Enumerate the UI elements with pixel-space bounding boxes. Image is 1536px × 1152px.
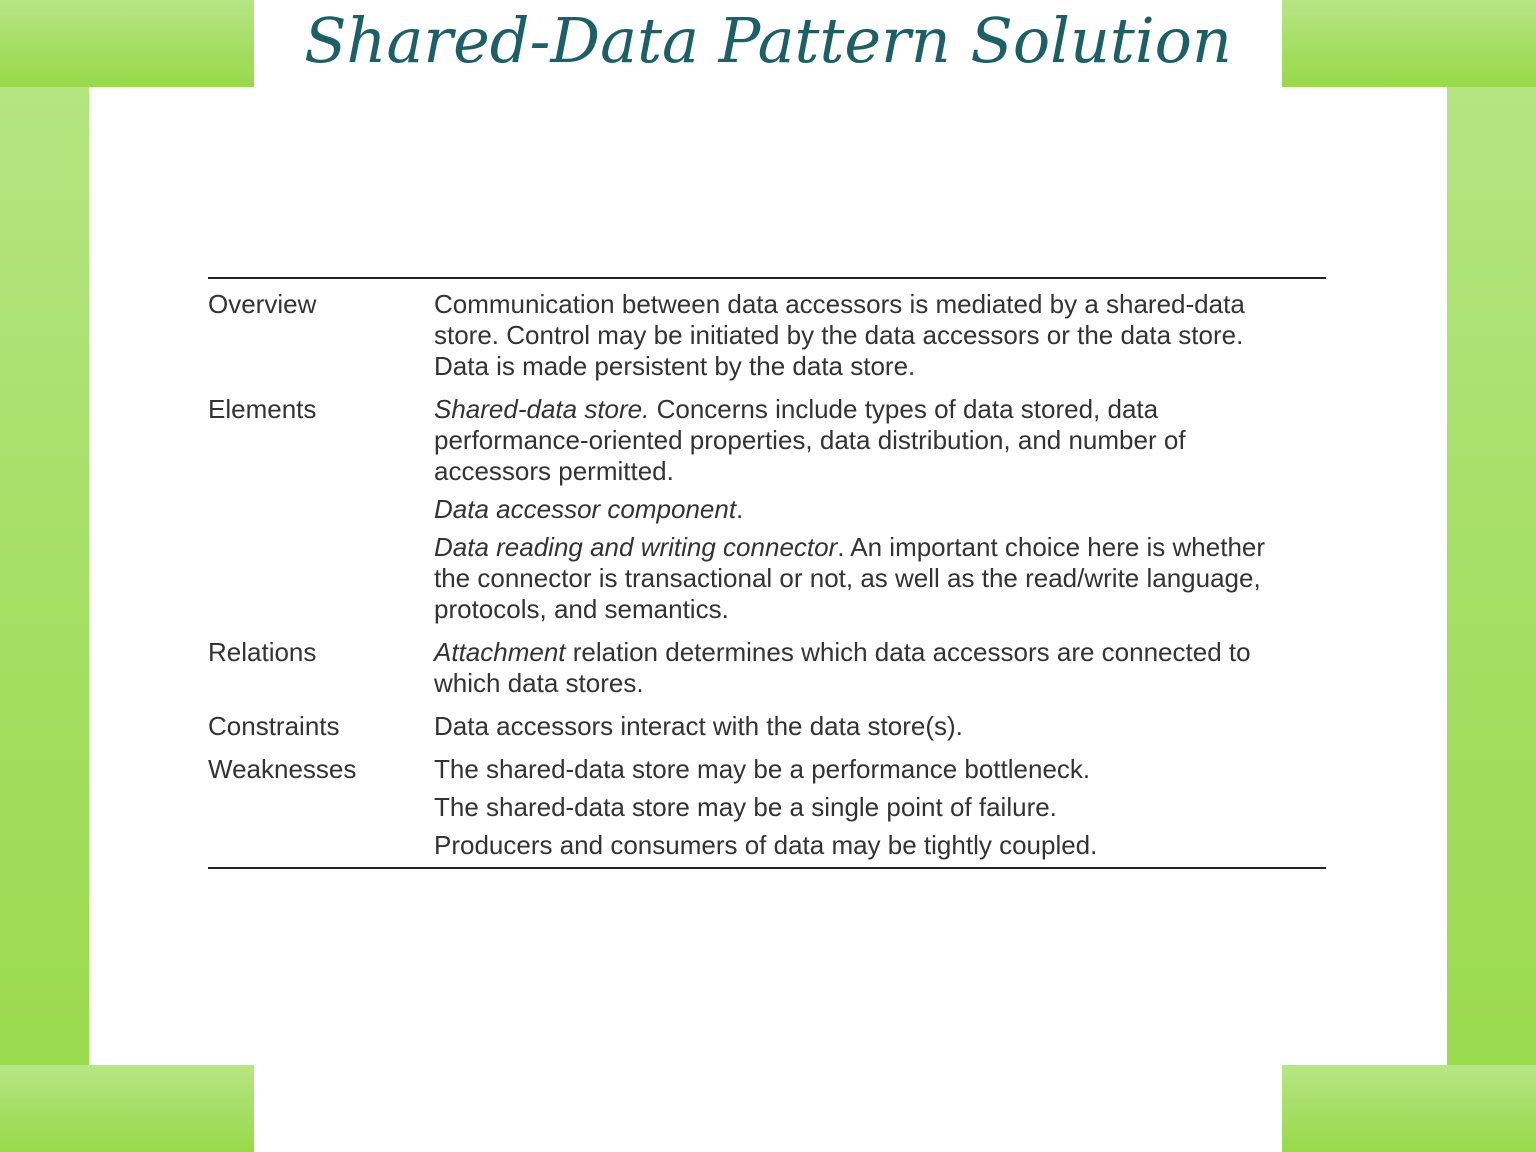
description-paragraph [434, 289, 1296, 382]
row-label: Elements [208, 394, 317, 424]
table-row [208, 711, 1326, 742]
green-frame-right [1447, 0, 1536, 1152]
description-paragraph [434, 494, 1296, 525]
green-frame-left [0, 0, 89, 1152]
description-paragraph [434, 754, 1296, 785]
row-label: Relations [208, 637, 317, 667]
term-emphasis: Attachment [434, 637, 566, 667]
description-text: The shared-data store may be a performance bottleneck. [434, 754, 1091, 784]
description-text: Data accessors interact with the data store(s). [434, 711, 963, 741]
table-row [208, 289, 1326, 382]
row-content [434, 754, 1326, 861]
description-text: Communication between data accessors is mediated by a shared-data store. Control may be initiated by the data accessors or the data store. Data is made persistent by the data store. [434, 289, 1245, 381]
description-text: . An important choice here is whether the connector is transactional or not, as well as the read/write language, protocols, and semantics. [434, 532, 1266, 624]
description-paragraph [434, 637, 1296, 699]
slide-title: Shared-Data Pattern Solution [304, 4, 1232, 77]
row-content [434, 394, 1326, 625]
description-paragraph [434, 830, 1296, 861]
row-label: Overview [208, 289, 317, 319]
pattern-table [208, 277, 1326, 869]
green-corner-bottom-left [0, 1065, 254, 1152]
table-row [208, 754, 1326, 861]
description-text: . [736, 494, 744, 524]
description-paragraph [434, 394, 1296, 487]
description-text: The shared-data store may be a single point of failure. [434, 792, 1057, 822]
description-text: Concerns include types of data stored, data performance-oriented properties, data distribution, and number of accessors permitted. [434, 394, 1186, 486]
term-emphasis: Shared-data store. [434, 394, 650, 424]
green-corner-bottom-right [1282, 1065, 1536, 1152]
term-emphasis: Data reading and writing connector [434, 532, 838, 562]
row-content [434, 637, 1326, 699]
description-text: Producers and consumers of data may be tightly coupled. [434, 830, 1098, 860]
row-content [434, 289, 1326, 382]
row-label: Weaknesses [208, 754, 357, 784]
table-row [208, 637, 1326, 699]
term-emphasis: Data accessor component [434, 494, 737, 524]
description-paragraph [434, 792, 1296, 823]
description-paragraph [434, 711, 1296, 742]
description-paragraph [434, 532, 1296, 625]
row-content [434, 711, 1326, 742]
description-text: relation determines which data accessors are connected to which data stores. [434, 637, 1251, 698]
row-label: Constraints [208, 711, 340, 741]
table-row [208, 394, 1326, 625]
